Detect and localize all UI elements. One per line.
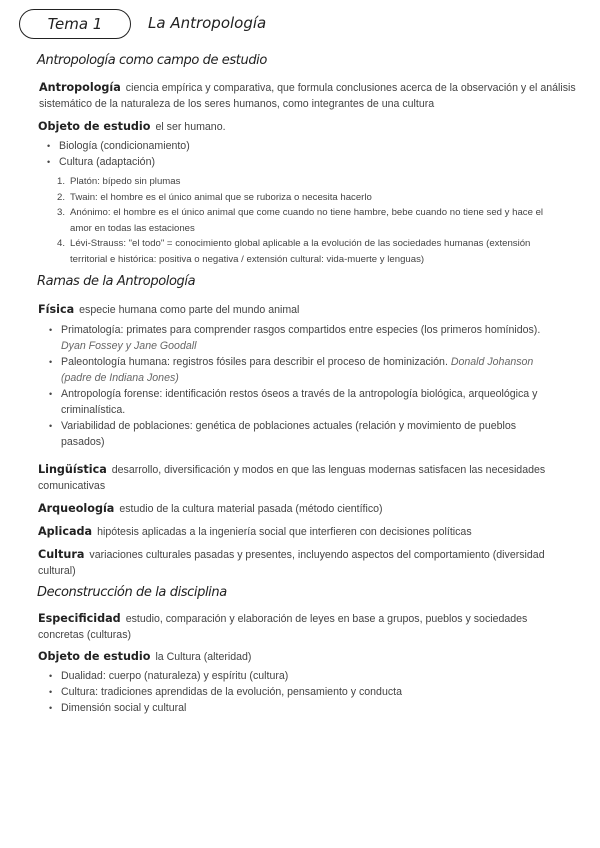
item-text: Variabilidad de poblaciones: genética de poblaciones actuales (relación y movimiento de pueblos pasados) [61, 420, 517, 448]
list-item: • Dualidad: cuerpo (naturaleza) y espíritu (cultura) [49, 668, 559, 684]
list-item [57, 190, 562, 206]
section-heading: Deconstrucción de la disciplina [37, 585, 227, 600]
item-number: 4. [57, 238, 66, 249]
definition-objeto [38, 649, 583, 666]
bullet-list [47, 138, 567, 170]
definition-text: el ser humano. [155, 121, 226, 133]
bullet-list [49, 668, 559, 716]
definition-text: estudio de la cultura material pasada (método científico) [119, 503, 383, 515]
numbered-list [57, 174, 562, 267]
list-item [49, 354, 559, 386]
list-item: • Dimensión social y cultural [49, 700, 559, 716]
item-number: 2. [57, 191, 66, 203]
list-item [57, 174, 562, 190]
item-text: Paleontología humana: registros fósiles para describir el proceso de hominización. [61, 356, 448, 368]
term: Objeto de estudio [38, 650, 151, 663]
topic-badge: Tema 1 [19, 9, 131, 39]
list-item [49, 322, 559, 354]
term: Cultura [38, 548, 85, 561]
item-text: Twain: el hombre es el único animal que se ruboriza o necesita hacerlo [70, 191, 372, 203]
section-heading: Antropología como campo de estudio [37, 53, 267, 68]
definition-text: especie humana como parte del mundo animal [79, 304, 300, 316]
definition-especificidad [38, 611, 538, 643]
item-text: Platón: bípedo sin plumas [70, 176, 181, 187]
term: Lingüística [38, 463, 107, 476]
definition-cultura [38, 547, 583, 579]
list-item [57, 236, 562, 267]
section-heading: Ramas de la Antropología [37, 274, 196, 289]
definition-arqueologia [38, 501, 583, 518]
definition-text: la Cultura (alteridad) [155, 651, 252, 663]
term: Física [38, 303, 75, 316]
definition-objeto [38, 119, 583, 136]
definition-antropologia [39, 80, 584, 112]
definition-text: hipótesis aplicadas a la ingeniería social que interfieren con decisiones políticas [97, 526, 472, 538]
term: Especificidad [38, 612, 121, 625]
list-item: • Cultura (adaptación) [47, 154, 567, 170]
list-item [49, 386, 559, 418]
item-text: Primatología: primates para comprender rasgos compartidos entre especies (los primeros homínidos). [61, 324, 541, 336]
document-title: La Antropología [148, 14, 267, 32]
list-item: • Cultura: tradiciones aprendidas de la evolución, pensamiento y conducta [49, 684, 559, 700]
definition-fisica [38, 302, 583, 319]
definition-text: desarrollo, diversificación y modos en que las lenguas modernas satisfacen las necesidades comunicativas [38, 464, 546, 492]
item-text: Anónimo: el hombre es el único animal que come cuando no tiene hambre, bebe cuando no tiene sed y hace el amor en todas las estaciones [70, 207, 544, 234]
definition-text: variaciones culturales pasadas y presentes, incluyendo aspectos del comportamiento (diversidad cultural) [38, 549, 545, 577]
item-number: 3. [57, 207, 66, 218]
item-note: Donald Johanson (padre de Indiana Jones) [61, 356, 534, 384]
list-item [49, 418, 559, 450]
item-text: Antropología forense: identificación restos óseos a través de la antropología biológica, arqueológica y criminalística. [61, 388, 538, 416]
definition-text: ciencia empírica y comparativa, que formula conclusiones acerca de la observación y el análisis sistemático de la naturaleza de los seres humanos, como integrantes de una cultura [39, 82, 576, 110]
definition-text: estudio, comparación y elaboración de leyes en base a grupos, pueblos y sociedades concretas (culturas) [38, 613, 528, 641]
definition-linguistica [38, 462, 558, 494]
list-item [57, 205, 562, 236]
item-number: 1. [57, 176, 66, 187]
bullet-list [49, 322, 559, 450]
term: Arqueología [38, 502, 115, 515]
term: Objeto de estudio [38, 120, 151, 133]
term: Aplicada [38, 525, 93, 538]
item-note: Dyan Fossey y Jane Goodall [61, 340, 197, 352]
definition-aplicada [38, 524, 583, 541]
list-item: • Biología (condicionamiento) [47, 138, 567, 154]
item-text: Lévi-Strauss: "el todo" = conocimiento global aplicable a la evolución de las sociedades humanas (extensión territorial e histórica: positiva o negativa / extensión cultural: vida-muerte y lenguas) [70, 238, 531, 265]
term: Antropología [39, 81, 121, 94]
